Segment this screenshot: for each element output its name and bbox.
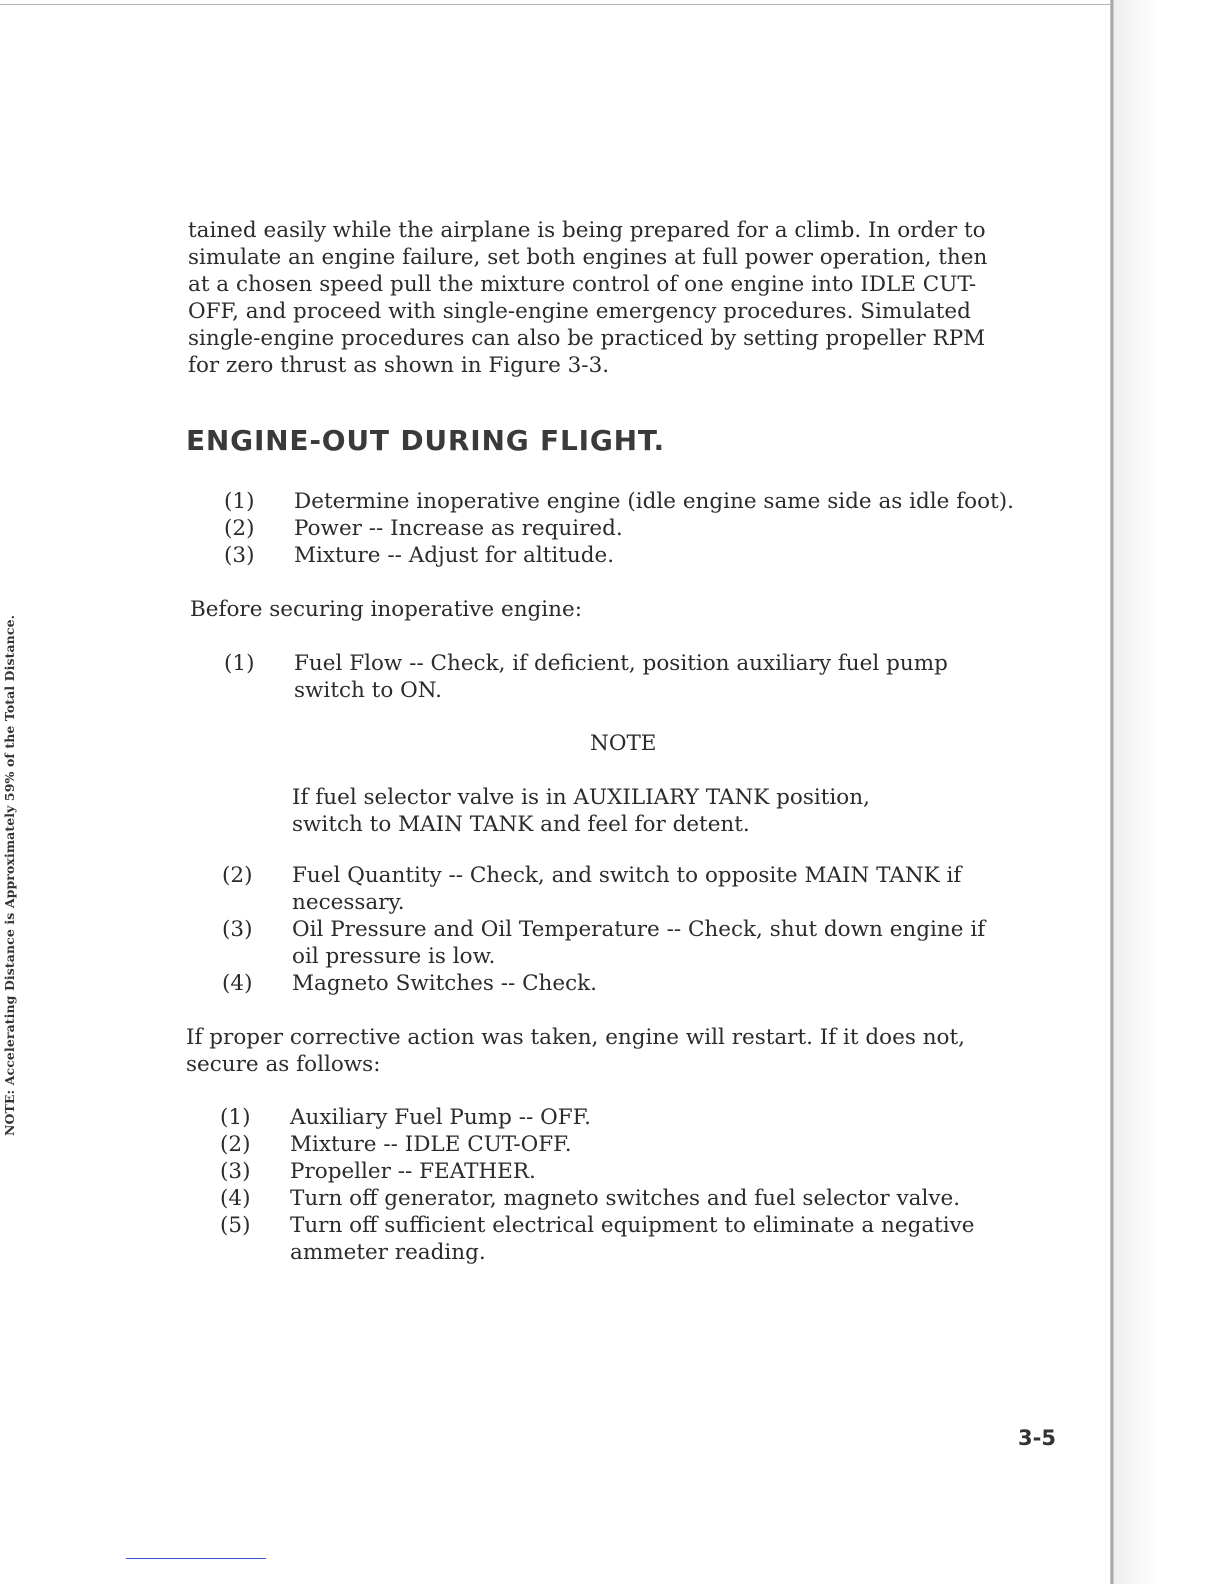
step-number: (3) [224,543,255,568]
step-number: (3) [220,1159,251,1184]
restart-paragraph [186,1024,1066,1078]
step-text: oil pressure is low. [292,944,496,969]
list-item [220,1212,1080,1266]
before-securing-steps-continued-list [222,862,1082,997]
intro-line: simulate an engine failure, set both engines at full power operation, then [188,245,988,270]
step-number: (1) [224,651,255,676]
restart-line: secure as follows: [186,1052,381,1077]
step-text: Propeller -- FEATHER. [290,1159,536,1184]
note-body [292,784,992,838]
step-text: Fuel Quantity -- Check, and switch to opposite MAIN TANK if [292,863,962,888]
step-text: Turn off generator, magneto switches and fuel selector valve. [290,1186,961,1211]
page-number: 3-5 [1018,1426,1056,1450]
step-number: (2) [222,863,253,888]
step-text: Power -- Increase as required. [294,516,623,541]
intro-paragraph [188,217,1068,379]
list-item [224,542,1084,569]
list-item [224,488,1084,515]
before-securing-steps-list [224,650,1054,704]
list-item [220,1158,1080,1185]
step-text: Auxiliary Fuel Pump -- OFF. [290,1105,592,1130]
step-number: (4) [222,971,253,996]
step-number: (4) [220,1186,251,1211]
initial-steps-list [224,488,1084,569]
step-text: necessary. [292,890,405,915]
step-number: (2) [224,516,255,541]
bottom-link-underline[interactable] [126,1558,266,1559]
step-text: Mixture -- IDLE CUT-OFF. [290,1132,572,1157]
restart-line: If proper corrective action was taken, engine will restart. If it does not, [186,1025,965,1050]
intro-line: single-engine procedures can also be practiced by setting propeller RPM [188,326,986,351]
step-number: (5) [220,1213,251,1238]
intro-line: OFF, and proceed with single-engine emergency procedures. Simulated [188,299,971,324]
step-text: switch to ON. [294,678,442,703]
intro-line: tained easily while the airplane is being prepared for a climb. In order to [188,218,986,243]
note-line: If fuel selector valve is in AUXILIARY TANK position, [292,785,870,810]
step-number: (3) [222,917,253,942]
step-text: Fuel Flow -- Check, if deficient, position auxiliary fuel pump [294,651,948,676]
before-securing-label: Before securing inoperative engine: [190,597,582,622]
intro-line: at a chosen speed pull the mixture control of one engine into IDLE CUT- [188,272,977,297]
step-text: Determine inoperative engine (idle engine same side as idle foot). [294,489,1014,514]
step-text: Oil Pressure and Oil Temperature -- Check, shut down engine if [292,917,986,942]
note-heading: NOTE [590,731,657,756]
step-text: Magneto Switches -- Check. [292,971,597,996]
list-item [220,1131,1080,1158]
section-heading: ENGINE-OUT DURING FLIGHT. [186,424,665,457]
step-text: Mixture -- Adjust for altitude. [294,543,615,568]
intro-line: for zero thrust as shown in Figure 3-3. [188,353,610,378]
list-item [224,650,1054,704]
page-margin-shadow [1114,0,1224,1584]
step-text: Turn off sufficient electrical equipment to eliminate a negative [290,1213,975,1238]
step-number: (1) [220,1105,251,1130]
list-item [220,1185,1080,1212]
secure-steps-list [220,1104,1080,1266]
list-item [222,916,1082,970]
note-line: switch to MAIN TANK and feel for detent. [292,812,750,837]
page-top-rule [0,4,1116,5]
step-number: (1) [224,489,255,514]
list-item [220,1104,1080,1131]
list-item [222,970,1082,997]
step-text: ammeter reading. [290,1240,486,1265]
list-item [222,862,1082,916]
side-margin-note: NOTE: Accelerating Distance is Approximately 59% of the Total Distance. [2,614,17,1136]
list-item [224,515,1084,542]
step-number: (2) [220,1132,251,1157]
